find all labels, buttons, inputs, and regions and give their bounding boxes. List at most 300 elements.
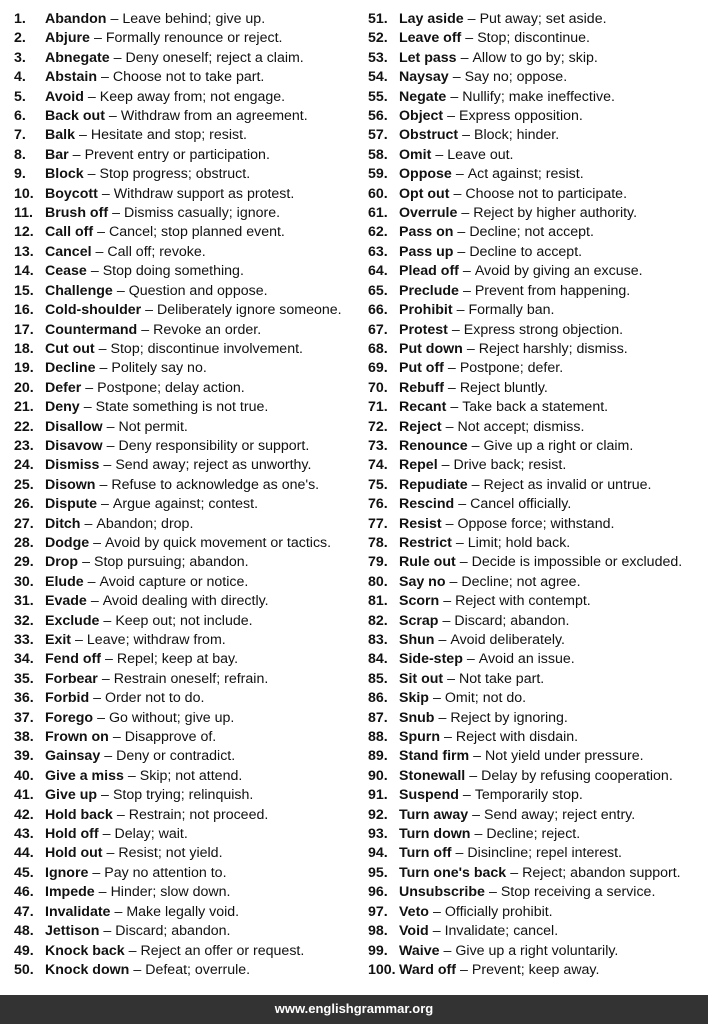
- item-definition: Refuse to acknowledge as one's.: [111, 476, 320, 493]
- separator-dash: –: [466, 340, 475, 357]
- item-word: Brush off: [45, 205, 109, 222]
- item-word: Gainsay: [45, 748, 101, 765]
- item-word: Challenge: [45, 282, 113, 299]
- item-definition: Stop trying; relinquish.: [112, 787, 254, 804]
- separator-dash: –: [108, 108, 117, 125]
- list-item: [368, 321, 682, 340]
- item-definition: Put away; set aside.: [479, 11, 607, 27]
- separator-dash: –: [87, 166, 96, 183]
- list-item: [14, 29, 342, 48]
- item-number: 99.: [368, 942, 388, 959]
- list-item: [14, 806, 342, 825]
- item-number: 13.: [14, 243, 34, 260]
- list-item: [14, 573, 342, 592]
- item-word: Rebuff: [399, 379, 444, 396]
- item-definition: Deny oneself; reject a claim.: [125, 49, 304, 66]
- item-definition: Keep out; not include.: [115, 612, 253, 629]
- item-definition: Avoid dealing with directly.: [102, 593, 269, 610]
- item-definition: Prevent; keep away.: [471, 961, 600, 978]
- item-word: Hold back: [45, 806, 113, 823]
- separator-dash: –: [98, 340, 107, 357]
- item-number: 25.: [14, 476, 34, 493]
- separator-dash: –: [113, 49, 122, 66]
- list-item: [368, 379, 682, 398]
- separator-dash: –: [441, 457, 450, 474]
- separator-dash: –: [432, 923, 441, 940]
- item-word: Restrict: [399, 534, 452, 551]
- item-definition: Allow to go by; skip.: [472, 49, 598, 66]
- list-item: [368, 942, 682, 961]
- list-item: [368, 825, 682, 844]
- separator-dash: –: [460, 49, 469, 66]
- item-definition: Omit; not do.: [444, 690, 527, 707]
- item-word: Pass up: [399, 243, 454, 260]
- item-number: 61.: [368, 205, 388, 222]
- separator-dash: –: [465, 30, 474, 47]
- item-definition: Reject harshly; dismiss.: [478, 340, 628, 357]
- item-number: 63.: [368, 243, 388, 260]
- item-number: 32.: [14, 612, 34, 629]
- item-number: 76.: [368, 496, 388, 513]
- item-word: Cut out: [45, 340, 95, 357]
- footer-website-text: www.englishgrammar.org: [274, 1001, 434, 1016]
- item-number: 83.: [368, 632, 388, 648]
- item-number: 66.: [368, 302, 388, 319]
- item-number: 68.: [368, 340, 388, 357]
- list-item: [14, 786, 342, 805]
- item-word: Block: [45, 166, 84, 183]
- list-item: [368, 631, 682, 650]
- list-item: [368, 107, 682, 126]
- item-number: 33.: [14, 632, 34, 648]
- item-word: Overrule: [399, 205, 458, 222]
- item-number: 52.: [368, 30, 388, 47]
- item-definition: Decline; not agree.: [461, 573, 581, 590]
- item-word: Abandon: [45, 11, 107, 27]
- item-word: Recant: [399, 399, 447, 416]
- separator-dash: –: [103, 457, 112, 474]
- separator-dash: –: [87, 573, 96, 590]
- list-item: [368, 359, 682, 378]
- separator-dash: –: [106, 418, 115, 435]
- item-number: 7.: [14, 127, 26, 144]
- item-number: 96.: [368, 884, 388, 901]
- item-definition: Choose not to take part.: [112, 69, 265, 86]
- item-word: Opt out: [399, 185, 450, 202]
- item-definition: Express opposition.: [459, 108, 583, 125]
- separator-dash: –: [455, 534, 464, 551]
- list-item: [14, 340, 342, 359]
- list-item: [368, 922, 682, 941]
- list-item: [368, 515, 682, 534]
- list-item: [14, 709, 342, 728]
- list-item: [14, 126, 342, 145]
- list-item: [14, 165, 342, 184]
- item-word: Void: [399, 923, 429, 940]
- item-word: Forbear: [45, 670, 98, 687]
- item-definition: Abandon; drop.: [96, 515, 194, 532]
- item-number: 28.: [14, 534, 34, 551]
- list-item: [14, 456, 342, 475]
- item-definition: Delay by refusing cooperation.: [481, 767, 673, 784]
- item-definition: Reject by ignoring.: [450, 709, 568, 726]
- item-word: Balk: [45, 127, 75, 144]
- item-number: 86.: [368, 690, 388, 707]
- item-number: 92.: [368, 806, 388, 823]
- item-definition: Not permit.: [118, 418, 188, 435]
- item-definition: Withdraw support as protest.: [113, 185, 295, 202]
- item-number: 78.: [368, 534, 388, 551]
- list-item: [368, 301, 682, 320]
- item-definition: Hinder; slow down.: [110, 884, 231, 901]
- list-item: [368, 709, 682, 728]
- separator-dash: –: [462, 787, 471, 804]
- item-definition: Send away; reject as unworthy.: [115, 457, 312, 474]
- separator-dash: –: [72, 146, 81, 163]
- item-definition: Prevent from happening.: [474, 282, 631, 299]
- list-item: [14, 359, 342, 378]
- item-number: 34.: [14, 651, 34, 668]
- item-definition: State something is not true.: [95, 399, 269, 416]
- item-definition: Politely say no.: [111, 360, 207, 377]
- item-definition: Discard; abandon.: [454, 612, 570, 629]
- item-word: Invalidate: [45, 903, 111, 920]
- list-item: [368, 204, 682, 223]
- item-number: 14.: [14, 263, 34, 280]
- item-definition: Hesitate and stop; resist.: [90, 127, 247, 144]
- list-item: [14, 418, 342, 437]
- item-definition: Send away; reject entry.: [484, 806, 636, 823]
- separator-dash: –: [452, 69, 461, 86]
- item-word: Renounce: [399, 437, 468, 454]
- item-definition: Deny responsibility or support.: [118, 437, 310, 454]
- separator-dash: –: [510, 864, 519, 881]
- item-definition: Keep away from; not engage.: [99, 88, 286, 105]
- item-word: Spurn: [399, 729, 440, 746]
- item-number: 17.: [14, 321, 34, 338]
- list-item: [368, 282, 682, 301]
- list-item: [368, 243, 682, 262]
- item-word: Hold off: [45, 826, 99, 843]
- separator-dash: –: [82, 554, 90, 571]
- item-number: 81.: [368, 593, 388, 610]
- separator-dash: –: [103, 612, 112, 629]
- separator-dash: –: [106, 845, 115, 862]
- list-item: [14, 728, 342, 747]
- item-word: Snub: [399, 709, 435, 726]
- item-definition: Nullify; make ineffective.: [462, 88, 615, 105]
- item-number: 11.: [14, 205, 33, 222]
- list-item: [368, 592, 682, 611]
- item-word: Ditch: [45, 515, 81, 532]
- item-number: 30.: [14, 573, 34, 590]
- item-definition: Invalidate; cancel.: [444, 923, 559, 940]
- item-number: 71.: [368, 399, 388, 416]
- item-definition: Pay no attention to.: [104, 864, 227, 881]
- list-item: [368, 418, 682, 437]
- item-word: Suspend: [399, 787, 459, 804]
- separator-dash: –: [445, 418, 454, 435]
- item-word: Give a miss: [45, 767, 124, 784]
- list-item: [14, 476, 342, 495]
- item-number: 60.: [368, 185, 388, 202]
- separator-dash: –: [456, 302, 465, 319]
- item-number: 4.: [14, 69, 26, 86]
- item-word: Waive: [399, 942, 440, 959]
- item-definition: Avoid capture or notice.: [99, 573, 249, 590]
- item-definition: Avoid an issue.: [478, 651, 575, 668]
- item-definition: Reject; abandon support.: [522, 864, 681, 881]
- separator-dash: –: [445, 515, 454, 532]
- item-definition: Reject with contempt.: [455, 593, 591, 610]
- list-item: [14, 243, 342, 262]
- list-item: [368, 961, 682, 980]
- item-word: Deny: [45, 399, 80, 416]
- list-item: [14, 747, 342, 766]
- list-item: [368, 670, 682, 689]
- item-word: Turn one's back: [399, 864, 507, 881]
- item-word: Evade: [45, 593, 87, 610]
- separator-dash: –: [474, 826, 483, 843]
- separator-dash: –: [462, 127, 471, 144]
- item-number: 21.: [14, 399, 34, 416]
- item-number: 89.: [368, 748, 388, 765]
- list-item: [14, 670, 342, 689]
- item-definition: Officially prohibit.: [444, 903, 553, 920]
- item-number: 54.: [368, 69, 388, 86]
- item-word: Bar: [45, 146, 69, 163]
- separator-dash: –: [116, 282, 125, 299]
- separator-dash: –: [469, 767, 478, 784]
- separator-dash: –: [97, 224, 105, 241]
- separator-dash: –: [435, 146, 444, 163]
- separator-dash: –: [102, 826, 111, 843]
- item-word: Resist: [399, 515, 442, 532]
- separator-dash: –: [97, 709, 105, 726]
- item-definition: Decline; not accept.: [469, 224, 594, 241]
- list-item: [368, 476, 682, 495]
- item-definition: Reject as invalid or untrue.: [483, 476, 652, 493]
- item-word: Cold-shoulder: [45, 302, 142, 319]
- item-number: 64.: [368, 263, 388, 280]
- item-word: Scrap: [399, 612, 439, 629]
- list-item: [368, 185, 682, 204]
- item-definition: Deny or contradict.: [116, 748, 236, 765]
- item-definition: Revoke an order.: [153, 321, 262, 338]
- separator-dash: –: [84, 515, 93, 532]
- separator-dash: –: [114, 903, 123, 920]
- list-item: [14, 262, 342, 281]
- item-definition: Repel; keep at bay.: [116, 651, 239, 668]
- separator-dash: –: [93, 690, 102, 707]
- item-word: Put down: [399, 340, 463, 357]
- item-definition: Call off; revoke.: [107, 243, 206, 260]
- item-number: 37.: [14, 709, 34, 726]
- item-number: 43.: [14, 826, 34, 843]
- item-definition: Temporarily stop.: [474, 787, 583, 804]
- list-item: [368, 49, 682, 68]
- item-word: Negate: [399, 88, 447, 105]
- list-item: [14, 534, 342, 553]
- item-word: Frown on: [45, 729, 109, 746]
- item-definition: Skip; not attend.: [139, 767, 243, 784]
- item-number: 82.: [368, 612, 388, 629]
- item-number: 2.: [14, 30, 26, 47]
- item-number: 67.: [368, 321, 388, 338]
- separator-dash: –: [95, 243, 104, 260]
- list-item: [14, 592, 342, 611]
- item-word: Repel: [399, 457, 438, 474]
- list-item: [14, 631, 342, 650]
- list-item: [368, 534, 682, 553]
- item-word: Elude: [45, 573, 84, 590]
- item-number: 97.: [368, 903, 388, 920]
- item-word: Leave off: [399, 30, 462, 47]
- item-word: Call off: [45, 224, 94, 241]
- item-word: Sit out: [399, 670, 444, 687]
- item-number: 39.: [14, 748, 34, 765]
- item-definition: Restrain; not proceed.: [128, 806, 269, 823]
- word-list-right-column: [368, 10, 682, 980]
- separator-dash: –: [471, 476, 480, 493]
- item-definition: Formally ban.: [468, 302, 555, 319]
- item-number: 35.: [14, 670, 34, 687]
- item-number: 59.: [368, 166, 388, 183]
- separator-dash: –: [101, 185, 110, 202]
- separator-dash: –: [90, 263, 99, 280]
- item-number: 100.: [368, 961, 396, 978]
- item-number: 94.: [368, 845, 388, 862]
- item-number: 38.: [14, 729, 34, 746]
- separator-dash: –: [85, 379, 94, 396]
- separator-dash: –: [449, 573, 458, 590]
- list-item: [368, 456, 682, 475]
- separator-dash: –: [133, 961, 142, 978]
- list-item: [14, 68, 342, 87]
- separator-dash: –: [457, 224, 466, 241]
- item-word: Exclude: [45, 612, 100, 629]
- list-item: [14, 301, 342, 320]
- item-number: 55.: [368, 88, 388, 105]
- item-word: Turn down: [399, 826, 471, 843]
- item-definition: Disapprove of.: [124, 729, 217, 746]
- item-word: Disown: [45, 476, 96, 493]
- item-definition: Leave behind; give up.: [122, 11, 266, 27]
- item-definition: Oppose force; withstand.: [457, 515, 615, 532]
- item-word: Rescind: [399, 496, 455, 513]
- item-word: Disallow: [45, 418, 103, 435]
- separator-dash: –: [473, 748, 482, 765]
- separator-dash: –: [101, 670, 110, 687]
- item-definition: Reject by higher authority.: [473, 205, 638, 222]
- item-word: Let pass: [399, 49, 457, 66]
- separator-dash: –: [87, 88, 96, 105]
- separator-dash: –: [104, 748, 113, 765]
- item-number: 19.: [14, 360, 34, 377]
- item-definition: Restrain oneself; refrain.: [113, 670, 269, 687]
- item-word: Repudiate: [399, 476, 468, 493]
- list-item: [14, 146, 342, 165]
- item-number: 22.: [14, 418, 34, 435]
- item-definition: Disincline; repel interest.: [467, 845, 622, 862]
- item-definition: Cancel officially.: [470, 496, 572, 513]
- item-word: Drop: [45, 554, 79, 571]
- item-definition: Avoid by giving an excuse.: [474, 263, 643, 280]
- separator-dash: –: [443, 942, 452, 959]
- separator-dash: –: [101, 787, 109, 804]
- separator-dash: –: [443, 593, 452, 610]
- item-definition: Reject an offer or request.: [140, 942, 305, 959]
- list-item: [368, 398, 682, 417]
- item-number: 46.: [14, 884, 34, 901]
- list-item: [14, 942, 342, 961]
- item-word: Forego: [45, 709, 94, 726]
- separator-dash: –: [101, 69, 109, 86]
- item-definition: Prevent entry or participation.: [84, 146, 270, 163]
- item-word: Prohibit: [399, 302, 453, 319]
- list-item: [14, 495, 342, 514]
- item-word: Shun: [399, 632, 435, 648]
- list-item: [368, 806, 682, 825]
- item-word: Protest: [399, 321, 448, 338]
- item-word: Side-step: [399, 651, 463, 668]
- item-word: Boycott: [45, 185, 98, 202]
- separator-dash: –: [453, 185, 462, 202]
- separator-dash: –: [101, 496, 109, 513]
- list-item: [368, 650, 682, 669]
- separator-dash: –: [458, 496, 467, 513]
- item-word: Put off: [399, 360, 444, 377]
- item-definition: Order not to do.: [105, 690, 205, 707]
- item-word: Decline: [45, 360, 96, 377]
- item-word: Preclude: [399, 282, 459, 299]
- item-word: Ignore: [45, 864, 89, 881]
- item-number: 84.: [368, 651, 388, 668]
- item-word: Naysay: [399, 69, 449, 86]
- item-number: 45.: [14, 864, 34, 881]
- item-definition: Act against; resist.: [467, 166, 584, 183]
- separator-dash: –: [99, 360, 108, 377]
- list-item: [368, 728, 682, 747]
- separator-dash: –: [459, 554, 468, 571]
- item-word: Dismiss: [45, 457, 100, 474]
- list-item: [368, 262, 682, 281]
- list-item: [368, 553, 682, 572]
- separator-dash: –: [145, 302, 154, 319]
- separator-dash: –: [462, 282, 471, 299]
- item-definition: Decline to accept.: [469, 243, 583, 260]
- item-definition: Formally renounce or reject.: [105, 30, 283, 47]
- item-number: 8.: [14, 146, 26, 163]
- list-item: [14, 903, 342, 922]
- item-definition: Postpone; delay action.: [97, 379, 245, 396]
- separator-dash: –: [103, 923, 112, 940]
- item-word: Skip: [399, 690, 429, 707]
- item-number: 58.: [368, 146, 388, 163]
- item-number: 18.: [14, 340, 34, 357]
- list-item: [368, 126, 682, 145]
- separator-dash: –: [461, 205, 470, 222]
- item-word: Turn off: [399, 845, 452, 862]
- item-definition: Say no; oppose.: [464, 69, 568, 86]
- item-number: 62.: [368, 224, 388, 241]
- item-word: Abstain: [45, 69, 98, 86]
- item-number: 51.: [368, 11, 388, 27]
- item-word: Unsubscribe: [399, 884, 485, 901]
- separator-dash: –: [106, 437, 115, 454]
- item-number: 3.: [14, 49, 26, 66]
- item-definition: Drive back; resist.: [453, 457, 567, 474]
